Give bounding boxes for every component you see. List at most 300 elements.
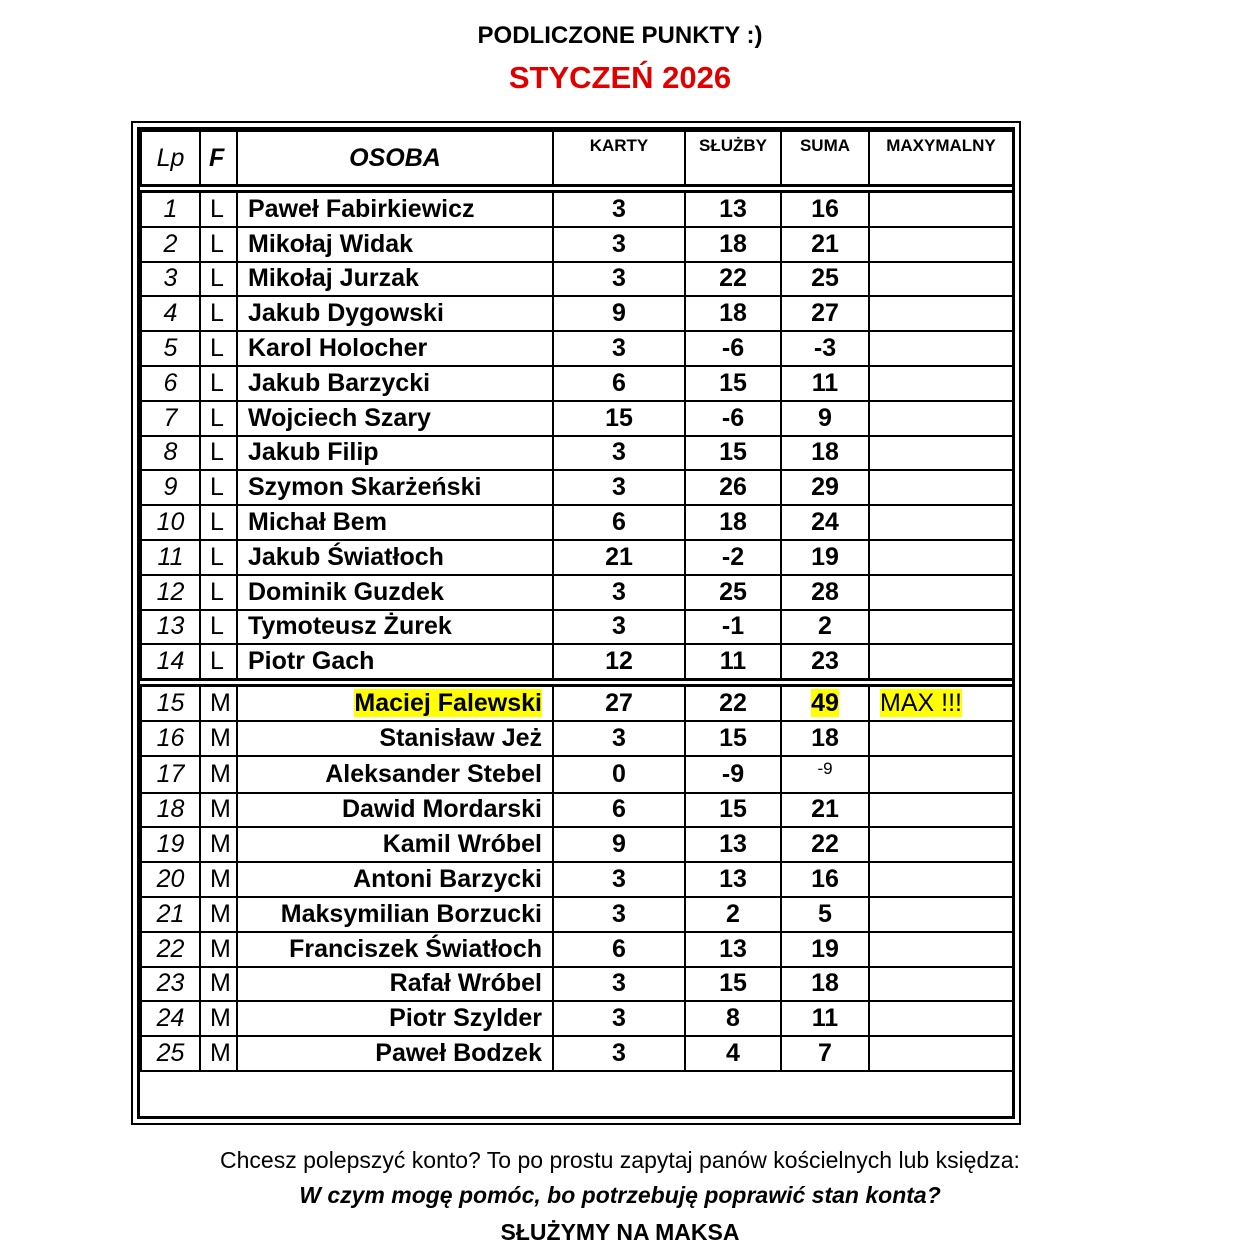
cell-sluzby-text: 15: [719, 723, 747, 752]
cell-sluzby: [685, 644, 781, 679]
cell-karty-text: 21: [605, 542, 633, 571]
cell-sluzby: [685, 686, 781, 721]
cell-lp-text: 14: [156, 647, 185, 676]
cell-suma-text: 25: [811, 264, 839, 293]
cell-karty-text: 3: [612, 1004, 626, 1033]
cell-suma: [781, 686, 869, 721]
table-row: [141, 862, 1013, 897]
cell-name-text: Jakub Dygowski: [248, 299, 444, 328]
table-row: [141, 540, 1013, 575]
col-header-karty: KARTY: [553, 131, 685, 186]
cell-lp-text: 10: [156, 508, 185, 537]
cell-name: [237, 897, 553, 932]
cell-f: [200, 721, 237, 756]
cell-name: [237, 721, 553, 756]
cell-lp: [141, 401, 200, 436]
cell-f: [200, 862, 237, 897]
cell-sluzby: [685, 967, 781, 1002]
cell-karty-text: 3: [612, 438, 626, 467]
cell-karty-text: 9: [612, 830, 626, 859]
cell-sluzby: [685, 296, 781, 331]
table-row: [141, 932, 1013, 967]
cell-sluzby-text: 15: [719, 438, 747, 467]
cell-lp-text: 18: [156, 795, 185, 824]
cell-karty: [553, 540, 685, 575]
cell-karty: [553, 1036, 685, 1071]
cell-name: [237, 470, 553, 505]
cell-lp-text: 5: [163, 334, 178, 363]
month-title: STYCZEŃ 2026: [508, 60, 732, 95]
cell-max-text: MAX !!!: [880, 689, 962, 718]
cell-max: [869, 932, 1013, 967]
cell-karty-text: 3: [612, 969, 626, 998]
cell-suma: [781, 366, 869, 401]
cell-suma: [781, 827, 869, 862]
cell-name: [237, 262, 553, 297]
cell-name-text: Paweł Fabirkiewicz: [248, 194, 475, 223]
cell-suma-text: 24: [811, 508, 839, 537]
cell-f: [200, 505, 237, 540]
cell-name: [237, 1001, 553, 1036]
cell-lp: [141, 756, 200, 793]
cell-suma: [781, 262, 869, 297]
cell-max: [869, 1036, 1013, 1071]
cell-karty-text: 15: [605, 403, 633, 432]
cell-f-text: M: [210, 830, 231, 859]
cell-f-text: L: [210, 438, 224, 467]
cell-sluzby-text: 8: [726, 1004, 740, 1033]
cell-f-text: L: [210, 612, 224, 641]
cell-max: [869, 686, 1013, 721]
cell-name-text: Karol Holocher: [248, 334, 428, 363]
cell-suma-text: 27: [811, 299, 839, 328]
cell-karty: [553, 331, 685, 366]
table-row: [141, 1001, 1013, 1036]
cell-suma-text: 23: [811, 647, 839, 676]
cell-sluzby-text: 13: [719, 865, 747, 894]
cell-f: [200, 192, 237, 227]
cell-name: [237, 967, 553, 1002]
cell-max: [869, 505, 1013, 540]
table-row: [141, 721, 1013, 756]
cell-name-text: Szymon Skarżeński: [248, 473, 482, 502]
cell-suma: [781, 540, 869, 575]
cell-f: [200, 644, 237, 679]
cell-suma-text: 18: [811, 969, 839, 998]
cell-suma-text: 11: [811, 368, 839, 397]
cell-lp-text: 1: [163, 194, 178, 223]
table-row: [141, 793, 1013, 828]
cell-sluzby-text: 15: [719, 368, 747, 397]
cell-suma-text: 11: [811, 1004, 839, 1033]
cell-sluzby: [685, 827, 781, 862]
table-row: [141, 470, 1013, 505]
cell-sluzby: [685, 436, 781, 471]
cell-sluzby: [685, 575, 781, 610]
cell-suma: [781, 227, 869, 262]
cell-karty: [553, 1001, 685, 1036]
cell-karty: [553, 262, 685, 297]
cell-name: [237, 436, 553, 471]
cell-f-text: M: [210, 795, 231, 824]
cell-f: [200, 827, 237, 862]
cell-max: [869, 644, 1013, 679]
cell-name-text: Paweł Bodzek: [375, 1039, 542, 1068]
cell-lp-text: 19: [156, 830, 185, 859]
cell-karty: [553, 827, 685, 862]
cell-max: [869, 793, 1013, 828]
cell-name-text: Dominik Guzdek: [248, 577, 444, 606]
cell-lp: [141, 967, 200, 1002]
cell-lp: [141, 1036, 200, 1071]
cell-f-text: M: [210, 1004, 231, 1033]
cell-lp: [141, 721, 200, 756]
cell-f-text: M: [210, 899, 231, 928]
cell-sluzby: [685, 505, 781, 540]
cell-f-text: L: [210, 577, 224, 606]
cell-karty-text: 3: [612, 899, 626, 928]
cell-name-text: Wojciech Szary: [248, 403, 431, 432]
table-row: [141, 686, 1013, 721]
col-header-f: F: [200, 131, 237, 186]
cell-f-text: M: [210, 759, 231, 788]
cell-name: [237, 192, 553, 227]
cell-suma: [781, 793, 869, 828]
cell-karty-text: 6: [612, 795, 626, 824]
cell-name-text: Aleksander Stebel: [325, 759, 542, 788]
cell-karty: [553, 401, 685, 436]
cell-f-text: L: [210, 542, 224, 571]
cell-lp-text: 13: [156, 612, 185, 641]
table-row: [141, 436, 1013, 471]
cell-f: [200, 1036, 237, 1071]
cell-max: [869, 610, 1013, 645]
table-row: [141, 366, 1013, 401]
cell-name-text: Maciej Falewski: [354, 689, 542, 718]
cell-f-text: L: [210, 473, 224, 502]
cell-lp: [141, 644, 200, 679]
cell-karty: [553, 366, 685, 401]
cell-lp: [141, 227, 200, 262]
cell-karty-text: 3: [612, 334, 626, 363]
cell-f-text: L: [210, 334, 224, 363]
cell-sluzby-text: 15: [719, 795, 747, 824]
cell-max: [869, 827, 1013, 862]
points-table: [140, 130, 1014, 1072]
page-title: PODLICZONE PUNKTY :): [477, 22, 763, 49]
cell-suma: [781, 505, 869, 540]
cell-max: [869, 262, 1013, 297]
cell-f: [200, 932, 237, 967]
cell-lp-text: 9: [163, 473, 178, 502]
cell-karty: [553, 470, 685, 505]
cell-name-text: Stanisław Jeż: [379, 723, 542, 752]
cell-name: [237, 331, 553, 366]
cell-sluzby-text: 13: [719, 830, 747, 859]
cell-suma: [781, 862, 869, 897]
cell-sluzby: [685, 1036, 781, 1071]
cell-karty-text: 3: [612, 577, 626, 606]
cell-karty-text: 12: [605, 647, 633, 676]
cell-f-text: L: [210, 229, 224, 258]
col-header-osoba: OSOBA: [237, 131, 553, 186]
cell-karty-text: 6: [612, 934, 626, 963]
cell-karty-text: 0: [612, 759, 626, 788]
cell-karty-text: 3: [612, 264, 626, 293]
table-row: [141, 1036, 1013, 1071]
cell-name-text: Kamil Wróbel: [382, 830, 542, 859]
table-row: [141, 756, 1013, 793]
cell-lp-text: 16: [156, 723, 185, 752]
cell-suma: [781, 470, 869, 505]
cell-name: [237, 610, 553, 645]
cell-f-text: M: [210, 689, 231, 718]
cell-suma-text: 22: [811, 830, 839, 859]
table-row: [141, 331, 1013, 366]
cell-lp: [141, 793, 200, 828]
cell-name-text: Mikołaj Widak: [248, 229, 414, 258]
cell-karty: [553, 575, 685, 610]
cell-f: [200, 296, 237, 331]
cell-karty: [553, 296, 685, 331]
cell-max: [869, 296, 1013, 331]
cell-suma-text: 2: [818, 612, 832, 641]
cell-sluzby-text: 22: [719, 689, 747, 718]
cell-suma-text: 21: [811, 795, 839, 824]
cell-karty-text: 3: [612, 612, 626, 641]
cell-lp: [141, 897, 200, 932]
col-header-sluzby: SŁUŻBY: [685, 131, 781, 186]
cell-sluzby-text: 13: [719, 934, 747, 963]
cell-lp: [141, 862, 200, 897]
cell-suma-text: 21: [811, 229, 839, 258]
cell-sluzby: [685, 897, 781, 932]
cell-name: [237, 793, 553, 828]
cell-sluzby-text: -2: [721, 542, 745, 571]
cell-max: [869, 862, 1013, 897]
cell-lp: [141, 1001, 200, 1036]
cell-suma: [781, 575, 869, 610]
cell-suma-text: 28: [811, 577, 839, 606]
cell-lp-text: 22: [156, 934, 185, 963]
cell-karty-text: 3: [612, 473, 626, 502]
cell-sluzby: [685, 756, 781, 793]
cell-max: [869, 470, 1013, 505]
cell-suma: [781, 644, 869, 679]
cell-lp-text: 7: [163, 403, 178, 432]
cell-f: [200, 686, 237, 721]
cell-lp-text: 25: [156, 1039, 185, 1068]
table-row: [141, 296, 1013, 331]
cell-name-text: Tymoteusz Żurek: [248, 612, 452, 641]
cell-karty: [553, 686, 685, 721]
cell-f: [200, 756, 237, 793]
cell-max: [869, 721, 1013, 756]
cell-lp: [141, 932, 200, 967]
cell-name-text: Franciszek Światłoch: [289, 934, 542, 963]
cell-f: [200, 227, 237, 262]
cell-f: [200, 610, 237, 645]
cell-max: [869, 436, 1013, 471]
cell-f: [200, 540, 237, 575]
cell-max: [869, 967, 1013, 1002]
cell-name-text: Maksymilian Borzucki: [280, 899, 542, 928]
footer-slogan: SŁUŻYMY NA MAKSA: [500, 1219, 740, 1245]
cell-sluzby-text: 22: [719, 264, 747, 293]
cell-f: [200, 366, 237, 401]
table-row: [141, 505, 1013, 540]
cell-f-text: L: [210, 647, 224, 676]
cell-sluzby-text: 11: [719, 647, 747, 676]
cell-name: [237, 686, 553, 721]
cell-f: [200, 967, 237, 1002]
cell-sluzby: [685, 331, 781, 366]
cell-sluzby-text: 18: [719, 508, 747, 537]
cell-sluzby: [685, 610, 781, 645]
cell-max: [869, 366, 1013, 401]
cell-suma: [781, 331, 869, 366]
cell-name-text: Jakub Barzycki: [248, 368, 431, 397]
cell-suma: [781, 192, 869, 227]
cell-sluzby: [685, 932, 781, 967]
cell-suma: [781, 401, 869, 436]
cell-karty: [553, 227, 685, 262]
cell-suma-text: 18: [811, 723, 839, 752]
cell-karty-text: 3: [612, 865, 626, 894]
cell-name-text: Rafał Wróbel: [389, 969, 542, 998]
cell-karty: [553, 897, 685, 932]
cell-f-text: L: [210, 264, 224, 293]
cell-lp-text: 11: [157, 542, 184, 571]
cell-suma-text: 19: [811, 934, 839, 963]
cell-name-text: Antoni Barzycki: [353, 865, 542, 894]
cell-karty-text: 6: [612, 508, 626, 537]
cell-f: [200, 262, 237, 297]
cell-lp: [141, 331, 200, 366]
cell-sluzby-text: 15: [719, 969, 747, 998]
cell-lp-text: 21: [156, 899, 185, 928]
cell-karty: [553, 967, 685, 1002]
cell-suma-text: 7: [818, 1039, 832, 1068]
cell-name-text: Mikołaj Jurzak: [248, 264, 419, 293]
cell-name-text: Dawid Mordarski: [341, 795, 542, 824]
cell-suma: [781, 1036, 869, 1071]
cell-sluzby-text: 4: [726, 1039, 740, 1068]
cell-suma-text: 16: [811, 865, 839, 894]
col-header-maxymalny: MAXYMALNY: [869, 131, 1013, 186]
cell-max: [869, 331, 1013, 366]
cell-name: [237, 862, 553, 897]
table-row: [141, 401, 1013, 436]
cell-sluzby-text: 18: [719, 299, 747, 328]
cell-suma-text: 16: [811, 194, 839, 223]
cell-karty: [553, 610, 685, 645]
cell-name-text: Jakub Światłoch: [248, 542, 444, 571]
cell-lp: [141, 470, 200, 505]
table-row: [141, 575, 1013, 610]
col-header-lp: Lp: [141, 131, 200, 186]
cell-name-text: Piotr Gach: [248, 647, 375, 676]
cell-sluzby: [685, 1001, 781, 1036]
cell-name: [237, 756, 553, 793]
cell-lp-text: 12: [156, 577, 185, 606]
cell-karty-text: 9: [612, 299, 626, 328]
cell-lp-text: 4: [163, 299, 178, 328]
cell-f-text: M: [210, 865, 231, 894]
cell-sluzby-text: -9: [721, 759, 745, 788]
cell-lp: [141, 436, 200, 471]
cell-suma-text: 5: [818, 899, 832, 928]
header-row: [141, 131, 1013, 186]
cell-f: [200, 1001, 237, 1036]
table-row: [141, 827, 1013, 862]
cell-suma: [781, 932, 869, 967]
cell-suma: [781, 610, 869, 645]
cell-max: [869, 575, 1013, 610]
cell-lp-text: 23: [156, 969, 185, 998]
cell-name-text: Piotr Szylder: [389, 1004, 542, 1033]
cell-max: [869, 192, 1013, 227]
cell-sluzby: [685, 262, 781, 297]
table-row: [141, 967, 1013, 1002]
cell-sluzby: [685, 793, 781, 828]
cell-f: [200, 793, 237, 828]
cell-suma: [781, 897, 869, 932]
cell-lp-text: 20: [156, 865, 185, 894]
cell-max: [869, 897, 1013, 932]
cell-suma: [781, 296, 869, 331]
cell-suma: [781, 967, 869, 1002]
cell-f-text: L: [210, 508, 224, 537]
cell-name: [237, 505, 553, 540]
cell-f: [200, 401, 237, 436]
cell-lp: [141, 262, 200, 297]
cell-f: [200, 897, 237, 932]
cell-suma: [781, 436, 869, 471]
col-header-suma: SUMA: [781, 131, 869, 186]
cell-suma-text: 19: [811, 542, 839, 571]
cell-name: [237, 1036, 553, 1071]
cell-suma-text: 9: [818, 403, 832, 432]
cell-karty-text: 6: [612, 368, 626, 397]
cell-suma-text: -3: [813, 334, 837, 363]
table-row: [141, 610, 1013, 645]
cell-sluzby-text: -1: [721, 612, 745, 641]
cell-name-text: Jakub Filip: [248, 438, 379, 467]
cell-f-text: L: [210, 299, 224, 328]
cell-suma: [781, 756, 869, 793]
cell-name: [237, 366, 553, 401]
footer-question: Chcesz polepszyć konto? To po prostu zapytaj panów kościelnych lub księdza:: [220, 1147, 1020, 1173]
cell-sluzby: [685, 721, 781, 756]
cell-f: [200, 436, 237, 471]
cell-f: [200, 575, 237, 610]
cell-max: [869, 1001, 1013, 1036]
cell-karty: [553, 644, 685, 679]
cell-name: [237, 540, 553, 575]
table-row: [141, 644, 1013, 679]
cell-karty-text: 3: [612, 723, 626, 752]
cell-karty: [553, 192, 685, 227]
cell-suma: [781, 1001, 869, 1036]
cell-lp-text: 17: [156, 759, 185, 788]
cell-f-text: L: [210, 403, 224, 432]
cell-lp: [141, 827, 200, 862]
cell-name: [237, 575, 553, 610]
cell-name: [237, 644, 553, 679]
cell-sluzby: [685, 366, 781, 401]
cell-name: [237, 401, 553, 436]
